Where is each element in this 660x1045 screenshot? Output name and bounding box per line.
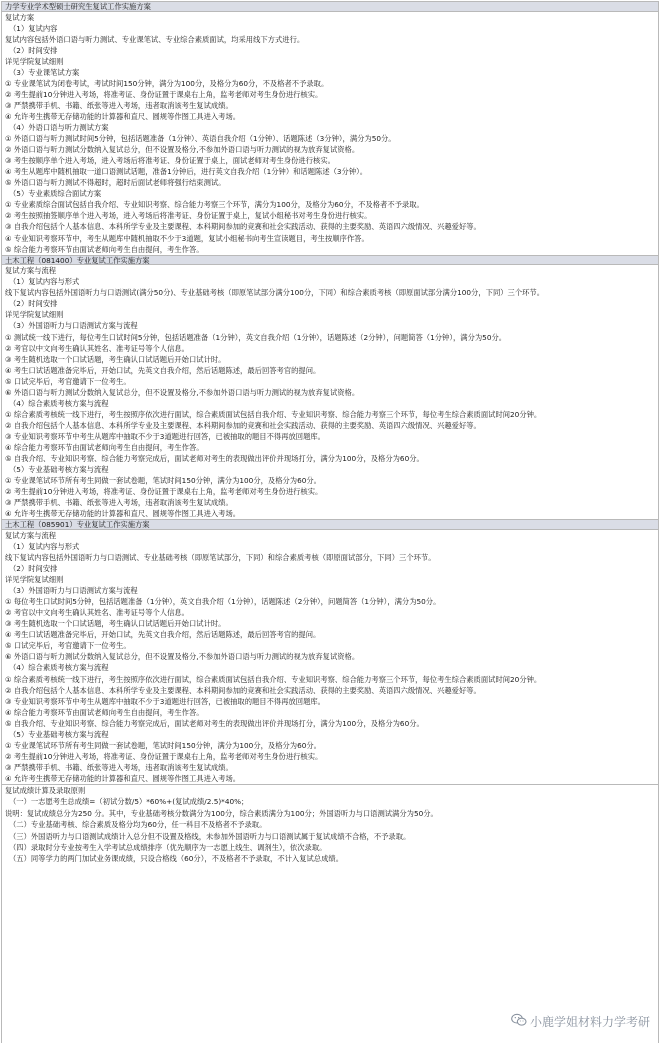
text-line: ③ 严禁携带手机、书籍、纸张等进入考场，违者取消该考生复试成绩。 xyxy=(5,762,655,773)
text-line: ② 考生提前10分钟进入考场，将准考证、身份证置于课桌右上角，监考老师对考生身份进行核实。 xyxy=(5,486,655,497)
section-title: 力学专业学术型硕士研究生复试工作实施方案 xyxy=(2,1,658,12)
text-line: （5）专业基础考核方案与流程 xyxy=(5,464,655,475)
text-line: ⑤ 外语口语与听力测试不得超时，超时后面试老师将强行结束测试。 xyxy=(5,177,655,188)
text-line: ③ 考生随机选取一个口试话题，考生确认口试话题后开始口试计时。 xyxy=(5,354,655,365)
text-line: ④ 专业知识考察环节中，考生从题库中随机抽取不少于3道题，复试小组秘书向考生宣读题目，考生按顺序作答。 xyxy=(5,233,655,244)
text-line: 详见学院复试细则 xyxy=(5,574,655,585)
text-line: ② 考生提前10分钟进入考场，将准考证、身份证置于课桌右上角，监考老师对考生身份进行核实。 xyxy=(5,751,655,762)
text-line: ⑤ 口试完毕后，考官邀请下一位考生。 xyxy=(5,640,655,651)
text-line: （5）专业素质综合面试方案 xyxy=(5,188,655,199)
text-line: ① 专业课笔试环节所有考生同做一套试卷题，笔试时间150分钟，满分为100分，及格分为60分。 xyxy=(5,740,655,751)
text-line: ① 综合素质考核统一线下进行，考生按照序依次进行面试，综合素质面试包括自我介绍、专业知识考察、综合能力考察三个环节，每位考生综合素质面试时间20分钟。 xyxy=(5,409,655,420)
text-line: ① 专业课笔试环节所有考生同做一套试卷题，笔试时间150分钟，满分为100分，及格分为60分。 xyxy=(5,475,655,486)
text-line: ④ 允许考生携带无存储功能的计算器和直尺、圆规等作图工具进入考场。 xyxy=(5,508,655,519)
text-line: （4）外语口语与听力测试方案 xyxy=(5,122,655,133)
text-line: 复试方案与流程 xyxy=(5,530,655,541)
text-line: （2）时间安排 xyxy=(5,45,655,56)
section-body xyxy=(2,530,658,784)
text-line: 复试内容包括外语口语与听力测试、专业课笔试、专业综合素质面试，均采用线下方式进行。 xyxy=(5,34,655,45)
text-line: ④ 考生口试话题准备完毕后，开始口试，先英文自我介绍，然后话题陈述，最后回答考官的提问。 xyxy=(5,629,655,640)
text-line: ② 自我介绍包括个人基本信息、本科所学专业及主要课程、本科期间参加的竞赛和社会实践活动、获得的主要奖励、英语四六级情况、兴趣爱好等。 xyxy=(5,685,655,696)
text-line: ① 专业素质综合面试包括自我介绍、专业知识考察、综合能力考察三个环节，满分为100分，及格分为60分，不及格者不予录取。 xyxy=(5,199,655,210)
text-line: （4）综合素质考核方案与流程 xyxy=(5,662,655,673)
section-title: 土木工程（085901）专业复试工作实施方案 xyxy=(2,519,658,530)
text-line: （一）一志愿考生总成绩=（初试分数/5）*60%+(复试成绩/2.5)*40%； xyxy=(5,796,655,807)
text-line: ⑤ 自我介绍、专业知识考察、综合能力考察完成后，面试老师对考生的表现做出评价并现场打分，满分为100分，及格分为60分。 xyxy=(5,453,655,464)
text-line: ⑤ 口试完毕后，考官邀请下一位考生。 xyxy=(5,376,655,387)
text-line: ② 自我介绍包括个人基本信息、本科所学专业及主要课程、本科期间参加的竞赛和社会实践活动、获得的主要奖励、英语四六级情况、兴趣爱好等。 xyxy=(5,420,655,431)
text-line: ① 每位考生口试时间5分钟，包括话题准备（1分钟），英文自我介绍（1分钟），话题陈述（2分钟），问题简答（1分钟），满分为50分。 xyxy=(5,596,655,607)
text-line: （1）复试内容与形式 xyxy=(5,541,655,552)
text-line: ⑤ 综合能力考察环节由面试老师向考生自由提问，考生作答。 xyxy=(5,244,655,255)
text-line: ④ 考生从题库中随机抽取一道口语测试话题，准备1分钟后，进行英文自我介绍（1分钟）和话题陈述（3分钟）。 xyxy=(5,166,655,177)
text-line: 详见学院复试细则 xyxy=(5,56,655,67)
text-line: ④ 允许考生携带无存储功能的计算器和直尺、圆规等作图工具进入考场。 xyxy=(5,111,655,122)
text-line: ② 考生提前10分钟进入考场，将准考证、身份证置于课桌右上角，监考老师对考生身份进行核实。 xyxy=(5,89,655,100)
text-line: （三）外国语听力与口语测试成绩计入总分但不设置及格线，未参加外国语听力与口语测试属于复试成绩不合格，不予录取。 xyxy=(5,831,655,842)
section-body xyxy=(2,784,658,865)
section-body xyxy=(2,12,658,255)
text-line: ⑥ 外语口语与听力测试分数纳入复试总分，但不设置及格分,不参加外语口语与听力测试的视为放弃复试资格。 xyxy=(5,387,655,398)
text-line: （1）复试内容 xyxy=(5,23,655,34)
text-line: ③ 专业知识考察环节中考生从题库中抽取不少于3道题进行回答，已被抽取的题目不得再放回题库。 xyxy=(5,431,655,442)
text-line: 复试方案 xyxy=(5,12,655,23)
text-line: ④ 考生口试话题准备完毕后，开始口试，先英文自我介绍，然后话题陈述，最后回答考官的提问。 xyxy=(5,365,655,376)
text-line: ② 考官以中文向考生确认其姓名、准考证号等个人信息。 xyxy=(5,607,655,618)
text-line: ① 专业课笔试为闭卷考试，考试时间150分钟，满分为100分，及格分为60分，不及格者不予录取。 xyxy=(5,78,655,89)
text-line: ③ 考生按顺序单个进入考场，进入考场后将准考证、身份证置于桌上，面试老师对考生身份进行核实。 xyxy=(5,155,655,166)
text-line: ④ 综合能力考察环节由面试老师向考生自由提问，考生作答。 xyxy=(5,442,655,453)
text-line: ① 外语口语与听力测试时间5分钟，包括话题准备（1分钟）、英语自我介绍（1分钟）、话题陈述（3分钟），满分为50分。 xyxy=(5,133,655,144)
text-line: （3）外国语听力与口语测试方案与流程 xyxy=(5,585,655,596)
text-line: ③ 考生随机选取一个口试话题，考生确认口试话题后开始口试计时。 xyxy=(5,618,655,629)
text-line: （四）录取时分专业按考生入学考试总成绩排序（优先顺序为一志愿上线生、调剂生），依次录取。 xyxy=(5,842,655,853)
text-line: 线下复试内容包括外国语听力与口语测试(满分50分)、专业基础考核（即原笔试部分满分100分，下同）和综合素质考核（即原面试部分满分100分，下同）三个环节。 xyxy=(5,287,655,298)
text-line: 复试成绩计算及录取原则 xyxy=(5,785,655,796)
text-line: 复试方案与流程 xyxy=(5,265,655,276)
text-line: ③ 严禁携带手机、书籍、纸张等进入考场，违者取消该考生复试成绩。 xyxy=(5,100,655,111)
text-line: ④ 允许考生携带无存储功能的计算器和直尺、圆规等作图工具进入考场。 xyxy=(5,773,655,784)
text-line: ④ 综合能力考察环节由面试老师向考生自由提问，考生作答。 xyxy=(5,707,655,718)
watermark xyxy=(511,1013,650,1030)
text-line: ⑥ 外语口语与听力测试分数纳入复试总分，但不设置及格分,不参加外语口语与听力测试的视为放弃复试资格。 xyxy=(5,651,655,662)
text-line: （2）时间安排 xyxy=(5,298,655,309)
document xyxy=(1,1,659,1043)
text-line: ③ 严禁携带手机、书籍、纸张等进入考场，违者取消该考生复试成绩。 xyxy=(5,497,655,508)
text-line: ① 测试统一线下进行，每位考生口试时间5分钟，包括话题准备（1分钟），英文自我介绍（1分钟），话题陈述（2分钟），问题简答（1分钟），满分为50分。 xyxy=(5,332,655,343)
text-line: ③ 专业知识考察环节中考生从题库中抽取不少于3道题进行回答，已被抽取的题目不得再放回题库。 xyxy=(5,696,655,707)
section-title: 土木工程（081400）专业复试工作实施方案 xyxy=(2,255,658,266)
text-line: （3）外国语听力与口语测试方案与流程 xyxy=(5,320,655,331)
text-line: ② 外语口语与听力测试分数纳入复试总分，但不设置及格分,不参加外语口语与听力测试的视为放弃复试资格。 xyxy=(5,144,655,155)
text-line: ② 考生按照抽签顺序单个进入考场，进入考场后将准考证、身份证置于桌上，复试小组秘书对考生身份进行核实。 xyxy=(5,210,655,221)
text-line: （2）时间安排 xyxy=(5,563,655,574)
text-line: （1）复试内容与形式 xyxy=(5,276,655,287)
text-line: （5）专业基础考核方案与流程 xyxy=(5,729,655,740)
text-line: （4）综合素质考核方案与流程 xyxy=(5,398,655,409)
text-line: 说明：复试成绩总分为250 分。其中，专业基础考核分数满分为100分，综合素质满分为100分；外国语听力与口语测试满分为50分。 xyxy=(5,808,655,819)
text-line: （五）同等学力的两门加试业务课成绩，只设合格线（60分），不及格者不予录取，不计入复试总成绩。 xyxy=(5,853,655,864)
text-line: ③ 自我介绍包括个人基本信息、本科所学专业及主要课程、本科期间参加的竞赛和社会实践活动、获得的主要奖励、英语四六级情况、兴趣爱好等。 xyxy=(5,221,655,232)
text-line: 线下复试内容包括外国语听力与口语测试、专业基础考核（即原笔试部分，下同）和综合素质考核（即原面试部分，下同）三个环节。 xyxy=(5,552,655,563)
text-line: ② 考官以中文向考生确认其姓名、准考证号等个人信息。 xyxy=(5,343,655,354)
text-line: （二）专业基础考核、综合素质及格分均为60分，任一科目不及格者不予录取。 xyxy=(5,819,655,830)
watermark-text: 小鹿学姐材料力学考研 xyxy=(530,1013,650,1030)
wechat-icon xyxy=(511,1013,527,1030)
text-line: 详见学院复试细则 xyxy=(5,309,655,320)
text-line: （3）专业课笔试方案 xyxy=(5,67,655,78)
text-line: ① 综合素质考核统一线下进行，考生按照序依次进行面试，综合素质面试包括自我介绍、专业知识考察、综合能力考察三个环节，每位考生综合素质面试时间20分钟。 xyxy=(5,674,655,685)
text-line: ⑤ 自我介绍、专业知识考察、综合能力考察完成后，面试老师对考生的表现做出评价并现场打分，满分为100分，及格分为60分。 xyxy=(5,718,655,729)
section-body xyxy=(2,265,658,519)
